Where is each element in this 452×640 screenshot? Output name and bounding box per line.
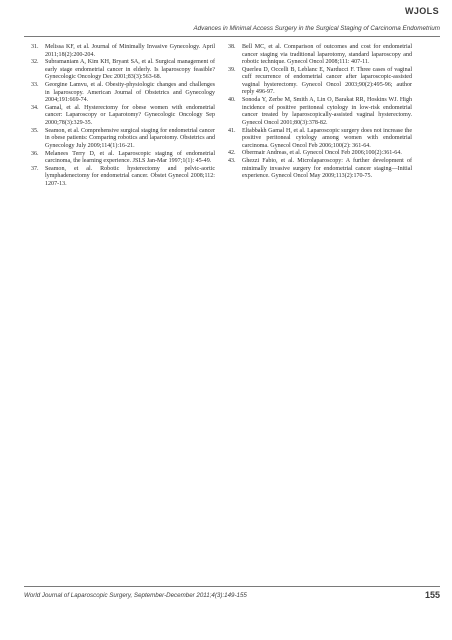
reference-item xyxy=(31,59,215,82)
reference-number: 35. xyxy=(31,127,39,134)
reference-number: 41. xyxy=(228,127,236,134)
footer-rule xyxy=(24,586,440,587)
reference-number: 37. xyxy=(31,165,39,172)
reference-number: 33. xyxy=(31,82,39,89)
reference-text: Ghezzi Fabio, et al. Microlaparoscopy: A further development of minimally invasive surgery for endometrial cancer staging—Initial experience. Gynecol Oncol May 2009;113(2):170-75. xyxy=(242,158,412,180)
reference-item xyxy=(31,82,215,105)
reference-item xyxy=(31,128,215,151)
reference-text: Melanees Terry D, et al. Laparoscopic staging of endometrial carcinoma, the learning experience. JSLS Jan-Mar 1997;1(1): 45-49. xyxy=(45,150,215,165)
reference-text: Melissa KF, et al. Journal of Minimally Invasive Gynecology. April 2011;18(2):200-204. xyxy=(45,44,215,58)
reference-text: Seamon, et al. Comprehensive surgical staging for endometrial cancer in obese patients: Comparing robotics and laparotomy. Obstetrics and Gynecology July 2009;114(1):16-21. xyxy=(45,127,215,149)
references-right-column xyxy=(228,44,412,181)
reference-text: Querleu D, Occelli B, Leblanc E, Narducci F. Three cases of vaginal cuff recurrence of endometrial cancer after laparoscopic-assisted vaginal hysterectomy. Gynecol Oncol 2003;90(2):495-96; author reply 496-97. xyxy=(242,66,412,96)
reference-text: Georgine Lamvu, et al. Obesity-physiologic changes and challenges in laparoscopy. American Journal of Obstetrics and Gynecology 2004;191:669-74. xyxy=(45,82,215,104)
references-left-column xyxy=(31,44,215,189)
reference-number: 32. xyxy=(31,59,39,66)
reference-text: Obermair Andreas, et al. Gynecol Oncol Feb 2006;100(2):361-64. xyxy=(242,150,402,157)
header-rule xyxy=(24,36,440,37)
running-title: Advances in Minimal Access Surgery in the Surgical Staging of Carcinoma Endometrium xyxy=(193,25,440,32)
reference-number: 38. xyxy=(228,44,236,50)
reference-number: 43. xyxy=(228,158,236,165)
reference-number: 34. xyxy=(31,104,39,111)
reference-item xyxy=(228,128,412,151)
reference-number: 42. xyxy=(228,150,236,157)
reference-item xyxy=(228,67,412,97)
reference-text: Gamal, et al. Hysterectomy for obese women with endometrial cancer: Laparoscopy or Laparotomy? Gynecologic Oncology Sep 2000;78(3):329-35. xyxy=(45,104,215,127)
reference-item xyxy=(31,105,215,128)
page-number: 155 xyxy=(424,590,440,600)
reference-text: Seamon, et al. Robotic hysterectomy and pelvic-aortic lymphadenectomy for endometrial cancer. Obstet Gynecol 2008;112: 1207-13. xyxy=(45,165,215,187)
reference-number: 36. xyxy=(31,150,39,157)
reference-item xyxy=(228,158,412,181)
reference-item xyxy=(31,151,215,166)
reference-number: 40. xyxy=(228,97,236,104)
reference-number: 39. xyxy=(228,66,236,73)
footer-citation: World Journal of Laparoscopic Surgery, September-December 2011;4(3):149-155 xyxy=(24,592,247,599)
reference-item xyxy=(31,44,215,59)
reference-item xyxy=(31,166,215,189)
reference-text: Sonoda Y, Zerbe M, Smith A, Lin O, Barakat RR, Hoskins WJ. High incidence of positive peritoneal cytology in low-risk endometrial cancer treated by laparoscopically-assisted vaginal hysterectomy. Gynecol Oncol 2001;80(3):378-82. xyxy=(242,97,412,126)
reference-text: Bell MC, et al. Comparison of outcomes and cost for endometrial cancer staging via traditional laparotomy, standard laparoscopy and robotic technique. Gynecol Oncol 2008;111: 407-11. xyxy=(242,44,412,66)
reference-item xyxy=(228,97,412,127)
reference-text: Eltabbakh Gamal H, et al. Laparoscopic surgery does not increase the positive peritoneal cytology among women with endometrial carcinoma. Gynecol Oncol Feb 2006;100(2): 361-64. xyxy=(242,127,412,149)
reference-number: 31. xyxy=(31,44,39,50)
journal-tag: WJOLS xyxy=(404,6,439,16)
reference-item xyxy=(228,44,412,67)
reference-text: Subramaniam A, Kim KH, Bryant SA, et al. Surgical management of early stage endometrial cancer in elderly. Is laparoscopy feasible? Gynecologic Oncology Dec 2001;83(3):563-68. xyxy=(45,59,215,81)
reference-item xyxy=(228,150,412,158)
